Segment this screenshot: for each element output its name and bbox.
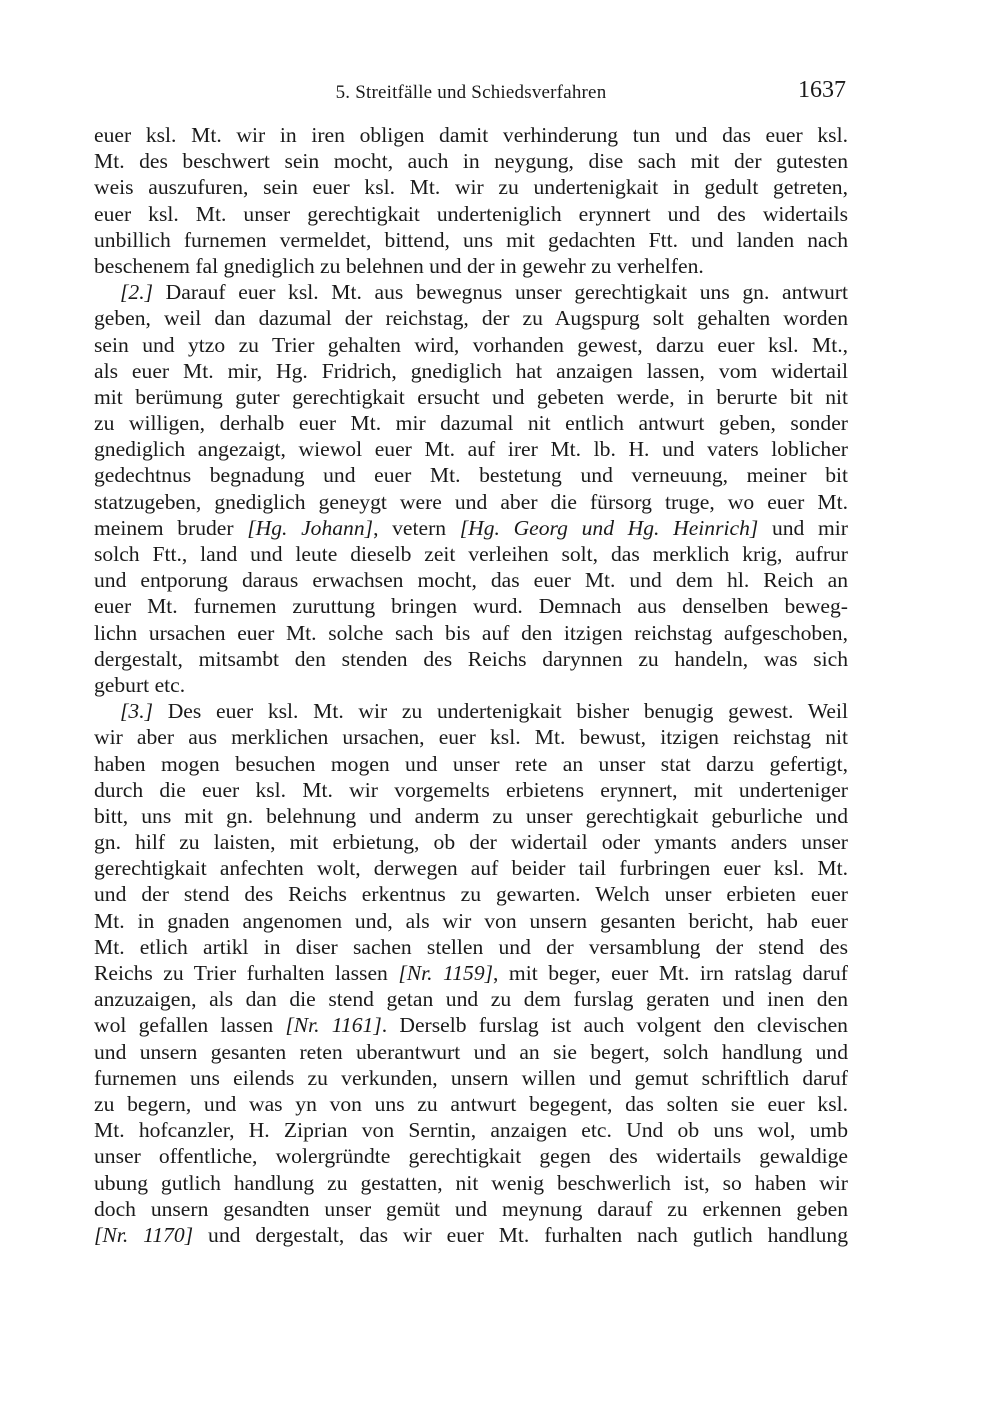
text-line — [94, 803, 848, 829]
text-segment: Mt. etlich artikl in diser sachen stellen und der versamblung der stend des — [94, 934, 848, 959]
text-segment: gnediglich angezaigt, wiewol euer Mt. auf irer Mt. lb. H. und vaters loblicher — [94, 437, 848, 462]
text-segment: zu willigen, derhalb euer Mt. mir dazumal nit entlich antwurt geben, sonder — [94, 411, 848, 436]
text-segment: mit berümung guter gerechtigkait ersucht und gebeten werde, in berurte bit nit — [94, 384, 848, 409]
text-line — [94, 462, 848, 488]
paragraph-number: [3.] — [120, 699, 154, 724]
text-line — [94, 122, 848, 148]
text-line — [94, 908, 848, 934]
text-line — [94, 620, 848, 646]
text-line — [94, 986, 848, 1012]
text-line — [94, 881, 848, 907]
text-segment: Des euer ksl. Mt. wir zu undertenigkait bisher benugig gewest. Weil — [153, 699, 848, 724]
text-line — [94, 541, 848, 567]
paragraph-number: [2.] — [120, 280, 154, 305]
text-segment: und unsern gesanten reten uberantwurt und an sie begert, solch handlung und — [94, 1039, 848, 1064]
text-line — [94, 253, 848, 279]
editorial-reference: [Nr. 1159] — [398, 961, 494, 985]
text-line — [94, 279, 848, 305]
text-line — [94, 593, 848, 619]
text-line — [94, 227, 848, 253]
text-segment: zu begern, und was yn von uns zu antwurt begegent, das solten sie euer ksl. — [94, 1091, 848, 1116]
text-segment: gerechtigkait anfechten wolt, derwegen auf beider tail furbringen euer ksl. Mt. — [94, 856, 848, 881]
editorial-reference: [Hg. Johann] — [247, 515, 374, 540]
text-line — [94, 436, 848, 462]
text-segment: meinem bruder — [94, 515, 248, 540]
text-segment: euer ksl. Mt. wir in iren obligen damit verhinderung tun und das euer ksl. — [94, 123, 848, 147]
text-segment: und dergestalt, das wir euer Mt. furhalten nach gutlich handlung — [193, 1222, 848, 1247]
text-segment: haben mogen besuchen mogen und unser rete an unser stat darzu gefertigt, — [94, 751, 848, 776]
text-segment: furnemen uns eilends zu verkunden, unsern willen und gemut schriftlich daruf — [94, 1065, 848, 1090]
body-text — [94, 122, 848, 1248]
text-segment: wol gefallen lassen — [94, 1013, 286, 1038]
text-line — [94, 1170, 848, 1196]
text-segment: und mir — [758, 515, 848, 540]
text-segment: Mt. hofcanzler, H. Ziprian von Serntin, anzaigen etc. Und ob uns wol, umb — [94, 1118, 848, 1143]
text-segment: anzuzaigen, als dan die stend getan und zu dem furslag geraten und inen den — [94, 987, 848, 1012]
text-segment: beschenem fal gnediglich zu belehnen und der in gewehr zu verhelfen. — [94, 253, 704, 278]
text-segment: geburt etc. — [94, 672, 186, 697]
text-line — [94, 515, 848, 541]
text-line — [94, 1091, 848, 1117]
page-number: 1637 — [798, 77, 846, 103]
text-line — [94, 855, 848, 881]
text-line — [94, 751, 848, 777]
text-line — [94, 646, 848, 672]
text-segment: doch unsern gesandten unser gemüt und meynung darauf zu erkennen geben — [94, 1196, 848, 1221]
text-line — [94, 410, 848, 436]
text-segment: Mt. des beschwert sein mocht, auch in neygung, dise sach mit der gutesten — [94, 149, 848, 174]
text-line — [94, 332, 848, 358]
text-line — [94, 934, 848, 960]
text-line — [94, 567, 848, 593]
text-segment: und der stend des Reichs erkentnus zu gewarten. Welch unser erbieten euer — [94, 882, 848, 907]
text-segment: lichn ursachen euer Mt. solche sach bis auf den itzigen reichstag aufgeschoben, — [94, 620, 848, 645]
text-segment: , mit beger, euer Mt. irn ratslag daruf — [493, 961, 848, 985]
section-title: 5. Streitfälle und Schiedsverfahren — [335, 82, 607, 103]
text-segment: durch die euer ksl. Mt. wir vorgemelts erbietens erynnert, mit underteniger — [94, 777, 848, 802]
text-segment: euer Mt. furnemen zuruttung bringen wurd. Demnach aus denselben beweg- — [94, 594, 848, 619]
text-line — [94, 384, 848, 410]
text-line — [94, 489, 848, 515]
text-segment: ubung gutlich handlung zu gestatten, nit wenig beschwerlich ist, so haben wir — [94, 1170, 848, 1195]
text-segment: solch Ftt., land und leute dieselb zeit verleihen solt, das merklich krig, aufrur — [94, 542, 848, 566]
text-line — [94, 724, 848, 750]
text-segment: unbillich furnemen vermeldet, bittend, uns mit gedachten Ftt. und landen nach — [94, 227, 848, 252]
text-segment: Darauf euer ksl. Mt. aus bewegnus unser gerechtigkait uns gn. antwurt — [153, 280, 848, 305]
text-line — [94, 1012, 848, 1038]
text-segment: wir aber aus merklichen ursachen, euer ksl. Mt. bewust, itzigen reichstag nit — [94, 725, 848, 750]
text-segment: statzugeben, gnediglich geneygt were und aber die fürsorg truge, wo euer Mt. — [94, 489, 848, 514]
text-line — [94, 777, 848, 803]
text-line — [94, 1117, 848, 1143]
text-line — [94, 672, 848, 698]
text-segment: dergestalt, mitsambt den stenden des Reichs darynnen zu handeln, was sich — [94, 646, 848, 671]
text-line — [94, 1143, 848, 1169]
text-line — [94, 201, 848, 227]
running-head — [94, 77, 848, 110]
text-line — [94, 1065, 848, 1091]
text-segment: geben, weil dan dazumal der reichstag, der zu Augspurg solt gehalten worden — [94, 306, 848, 331]
text-line — [94, 1196, 848, 1222]
text-line — [94, 148, 848, 174]
text-line — [94, 960, 848, 986]
text-segment: euer ksl. Mt. unser gerechtigkait underteniglich erynnert und des widertails — [94, 201, 848, 226]
editorial-reference: [Nr. 1170] — [94, 1222, 194, 1247]
text-segment: unser offentliche, wolergründte gerechtigkait gegen des widertails gewaldige — [94, 1144, 848, 1169]
text-segment: , vetern — [373, 515, 460, 540]
text-line — [94, 698, 848, 724]
text-segment: . Derselb furslag ist auch volgent den clevischen — [381, 1013, 848, 1038]
text-line — [94, 829, 848, 855]
text-segment: und entporung daraus erwachsen mocht, das euer Mt. und dem hl. Reich an — [94, 568, 848, 593]
text-line — [94, 358, 848, 384]
text-segment: Mt. in gnaden angenomen und, als wir von unsern gesanten bericht, hab euer — [94, 908, 848, 933]
text-segment: gn. hilf zu laisten, mit erbietung, ob der widertail oder ymants anders unser — [94, 830, 848, 855]
text-segment: Reichs zu Trier furhalten lassen — [94, 961, 399, 985]
editorial-reference: [Nr. 1161] — [285, 1013, 382, 1038]
editorial-reference: [Hg. Georg und Hg. Heinrich] — [459, 515, 759, 540]
text-segment: sein und ytzo zu Trier gehalten wird, vorhanden gewest, darzu euer ksl. Mt., — [94, 332, 848, 357]
text-line — [94, 305, 848, 331]
text-line — [94, 1039, 848, 1065]
text-line — [94, 1222, 848, 1248]
text-segment: weis auszufuren, sein euer ksl. Mt. wir zu undertenigkait in gedult getreten, — [94, 175, 848, 200]
text-line — [94, 174, 848, 200]
text-segment: als euer Mt. mir, Hg. Fridrich, gnediglich hat anzaigen lassen, vom widertail — [94, 358, 848, 383]
text-segment: bitt, uns mit gn. belehnung und anderm zu unser gerechtigkait geburliche und — [94, 803, 848, 828]
text-segment: gedechtnus begnadung und euer Mt. bestetung und verneuung, meiner bit — [94, 463, 848, 488]
